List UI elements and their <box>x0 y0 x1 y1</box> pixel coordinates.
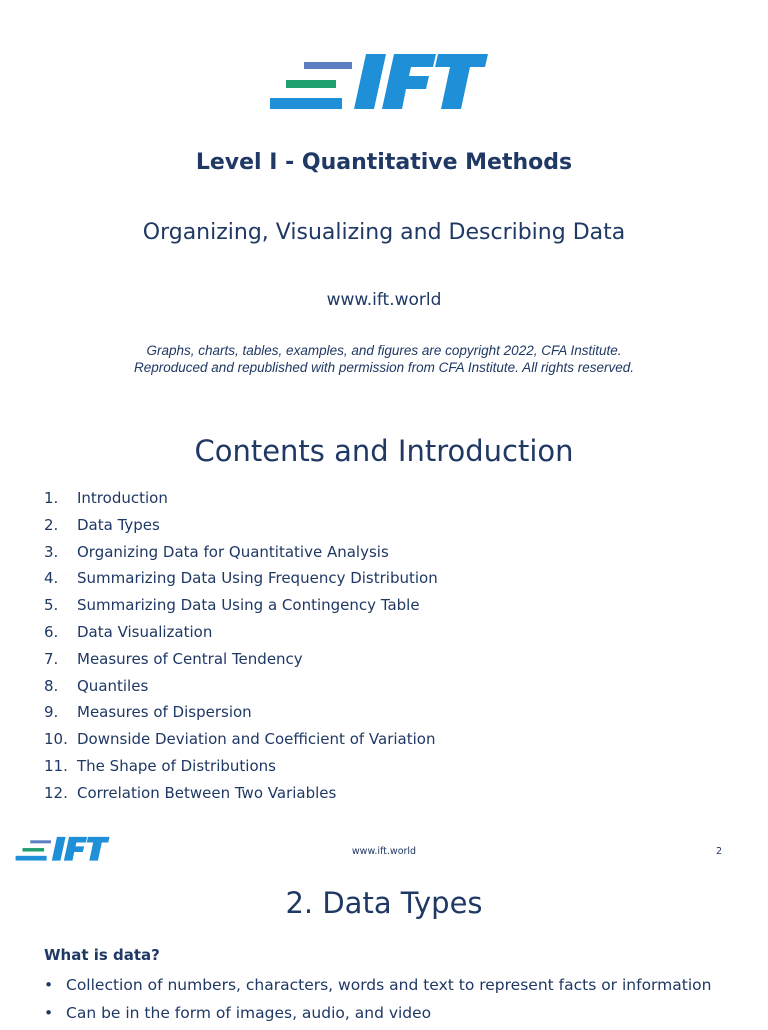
toc-number: 3. <box>44 542 59 561</box>
toc-item <box>44 783 438 810</box>
toc-label: Measures of Central Tendency <box>77 649 303 668</box>
footer-website-link[interactable]: www.ift.world <box>351 846 417 857</box>
contents-heading: Contents and Introduction <box>194 434 574 468</box>
toc-label: The Shape of Distributions <box>77 756 276 775</box>
page-title: Level I - Quantitative Methods <box>195 150 573 175</box>
copyright-notice <box>0 342 768 376</box>
toc-label: Measures of Dispersion <box>77 703 252 722</box>
toc-item <box>44 649 438 676</box>
toc-number: 5. <box>44 596 59 615</box>
bullet-list <box>44 974 711 1030</box>
toc-number: 9. <box>44 703 59 722</box>
logo-bar-blue <box>270 98 342 109</box>
toc-item <box>44 595 438 622</box>
copyright-line-1: Graphs, charts, tables, examples, and figures are copyright 2022, CFA Institute. <box>146 343 622 358</box>
page-subtitle: Organizing, Visualizing and Describing Data <box>142 220 626 245</box>
bullet-item <box>44 974 711 1002</box>
toc-item <box>44 729 438 756</box>
section-heading: 2. Data Types <box>285 886 483 920</box>
toc-number: 2. <box>44 515 59 534</box>
toc-item <box>44 622 438 649</box>
logo-letter-f <box>382 54 436 109</box>
toc-number: 1. <box>44 489 59 507</box>
logo-bar-purple <box>30 840 51 843</box>
toc-item <box>44 568 438 595</box>
toc-label: Summarizing Data Using Frequency Distribution <box>77 569 438 588</box>
toc-number: 4. <box>44 569 59 588</box>
title-slide <box>0 0 768 410</box>
toc-label: Quantiles <box>77 676 149 695</box>
toc-item <box>44 756 438 783</box>
toc-number: 12. <box>44 783 68 802</box>
logo-bar-purple <box>304 62 352 69</box>
toc-item <box>44 702 438 729</box>
logo-letter-t <box>435 54 488 109</box>
bullet-item <box>44 1002 711 1030</box>
toc-item <box>44 488 438 515</box>
toc-label: Data Types <box>77 515 160 534</box>
logo-bar-green <box>286 80 336 88</box>
page-number: 2 <box>716 846 723 857</box>
toc-item <box>44 676 438 703</box>
toc-number: 7. <box>44 649 59 668</box>
copyright-line-2: Reproduced and republished with permission from CFA Institute. All rights reserved. <box>134 360 634 375</box>
toc-label: Introduction <box>77 489 168 507</box>
bullet-text: Can be in the form of images, audio, and video <box>66 1004 432 1022</box>
toc-label: Downside Deviation and Coefficient of Variation <box>77 730 436 749</box>
bullet-text: Collection of numbers, characters, words and text to represent facts or information <box>66 976 712 994</box>
toc-item <box>44 542 438 569</box>
toc-label: Organizing Data for Quantitative Analysis <box>77 542 389 561</box>
table-of-contents <box>44 488 438 810</box>
toc-number: 11. <box>44 756 68 775</box>
toc-item <box>44 515 438 542</box>
bullet-icon: • <box>44 1004 54 1022</box>
toc-number: 6. <box>44 622 59 641</box>
logo-letter-i <box>354 54 386 109</box>
toc-label: Summarizing Data Using a Contingency Table <box>77 596 420 615</box>
contents-slide <box>0 410 768 872</box>
website-link[interactable]: www.ift.world <box>326 290 442 310</box>
toc-number: 10. <box>44 730 68 749</box>
bullet-icon: • <box>44 976 54 994</box>
slide-footer <box>0 834 768 864</box>
data-types-slide <box>0 872 768 1024</box>
section-subheading: What is data? <box>44 946 160 964</box>
toc-label: Correlation Between Two Variables <box>77 783 337 802</box>
toc-number: 8. <box>44 676 59 695</box>
ift-logo <box>270 52 490 110</box>
toc-label: Data Visualization <box>77 622 213 641</box>
